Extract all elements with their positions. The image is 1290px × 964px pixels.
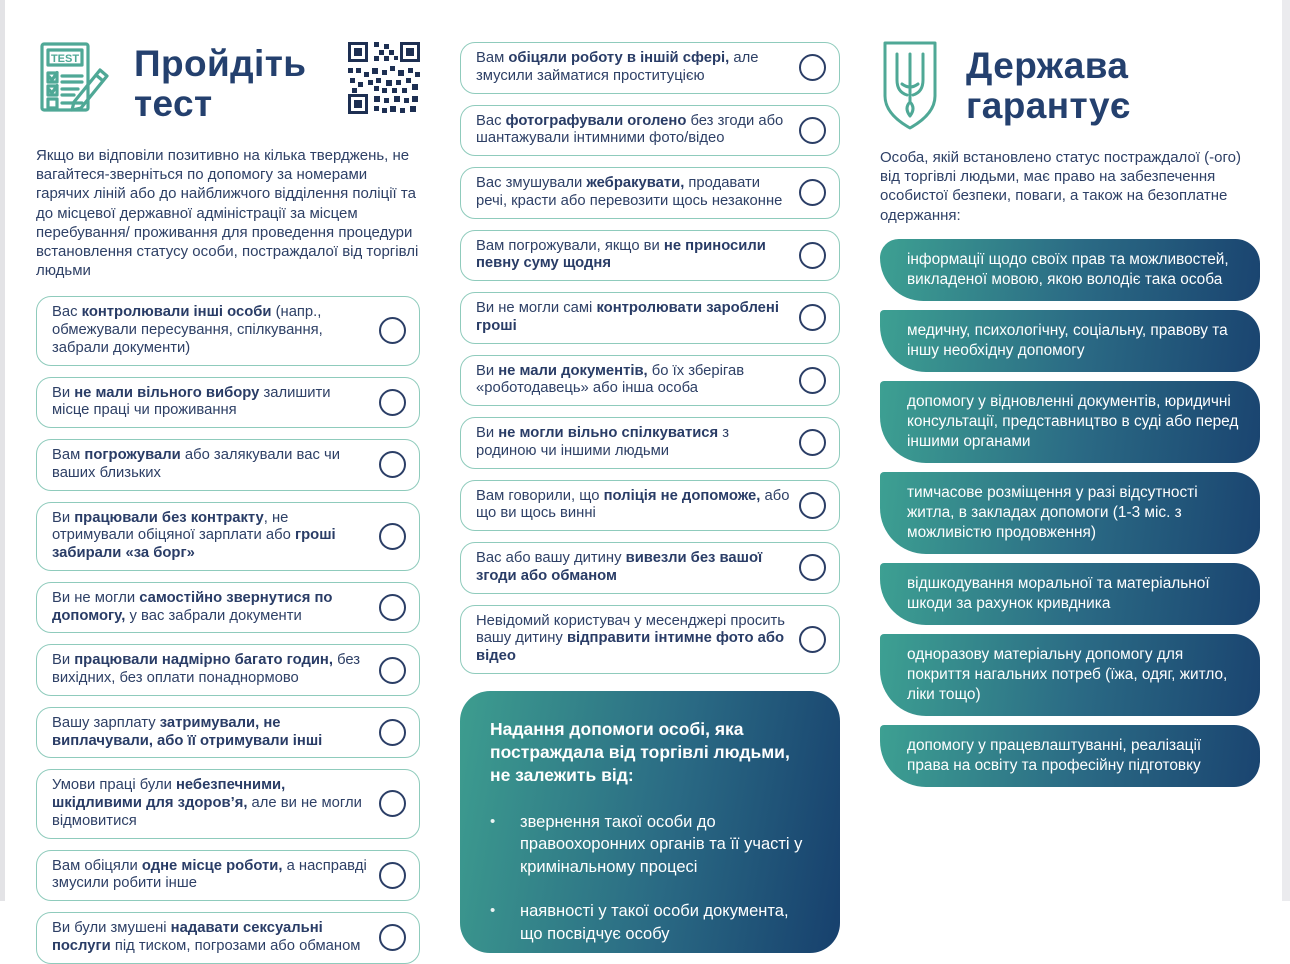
test-statement-row	[460, 542, 840, 594]
statement-text: Умови праці були небезпечними, шкідливими для здоров’я, але ви не могли відмовитися	[52, 777, 362, 829]
page-title-guarantees	[966, 46, 1131, 126]
test-statement-row	[460, 42, 840, 94]
test-checklist-right	[460, 42, 840, 674]
test-statement-row	[36, 439, 420, 491]
answer-checkbox[interactable]	[799, 367, 826, 394]
guarantees-intro: Особа, якій встановлено статус постраждалої (-ого) від торгівлі людьми, має право на забезпечення особистої безпеки, поваги, а також на безоплатне одержання:	[880, 149, 1241, 224]
answer-checkbox[interactable]	[379, 523, 406, 550]
test-statement-row	[460, 417, 840, 469]
title-line: Держава	[966, 45, 1129, 86]
test-statement-row	[460, 230, 840, 282]
tryzub-shield-icon	[880, 40, 940, 132]
guarantees-header	[880, 40, 1260, 132]
guarantee-item	[880, 472, 1260, 554]
test-icon-label: TEST	[50, 53, 80, 65]
statement-text: Вас або вашу дитину вивезли без вашої згоди або обманом	[476, 550, 763, 584]
test-statement-row	[460, 105, 840, 157]
test-statement-row	[36, 644, 420, 696]
test-statement-row	[36, 850, 420, 902]
guarantee-item	[880, 239, 1260, 301]
test-column	[36, 40, 420, 964]
bullet-text: • звернення такої особи до правоохоронних органів та її участі у кримінальному процесі	[520, 813, 803, 876]
guarantee-item	[880, 725, 1260, 787]
test-header	[36, 40, 420, 124]
statement-text: Вам обіцяли роботу в іншій сфері, але змусили займатися проституцією	[476, 50, 759, 84]
test-statement-row	[36, 912, 420, 964]
guarantee-text: одноразову матеріальну допомогу для покриття нагальних потреб (їжа, одяг, житло, ліки тощо)	[907, 645, 1228, 703]
title-line: тест	[134, 82, 213, 124]
title-line: гарантує	[966, 84, 1131, 126]
answer-checkbox[interactable]	[379, 657, 406, 684]
answer-checkbox[interactable]	[799, 242, 826, 269]
answer-checkbox[interactable]	[379, 451, 406, 478]
test-statement-row	[36, 296, 420, 365]
statement-text: Невідомий користувач у месенджері просить вашу дитину відправити інтимне фото або відео	[476, 612, 785, 664]
info-box-bullets	[490, 811, 810, 945]
answer-checkbox[interactable]	[379, 594, 406, 621]
statement-text: Ви працювали надмірно багато годин, без вихідних, без оплати понаднормово	[52, 652, 361, 687]
answer-checkbox[interactable]	[379, 924, 406, 951]
answer-checkbox[interactable]	[379, 790, 406, 817]
test-statement-row	[36, 707, 420, 759]
test-statement-row	[460, 292, 840, 344]
page-edge	[0, 0, 5, 901]
statement-text: Вашу зарплату затримували, не виплачували, або її отримували інші	[52, 714, 323, 749]
info-bullet	[490, 900, 810, 945]
test-clipboard-icon	[36, 40, 112, 124]
answer-checkbox[interactable]	[799, 492, 826, 519]
answer-checkbox[interactable]	[799, 179, 826, 206]
assistance-info-box	[460, 691, 840, 953]
test-statement-row	[460, 355, 840, 407]
answer-checkbox[interactable]	[379, 862, 406, 889]
statement-text: Ви не могли вільно спілкуватися з родиною чи іншими людьми	[476, 425, 730, 459]
test-intro: Якщо ви відповіли позитивно на кілька тверджень, не вагайтеся-зверніться по допомогу за номерами гарячих ліній або до найближчого відділення поліції та до місцевої державної адміністрації за місцем перебування/ проживання для проведення процедури встановлення статусу особи, постраждалої від торгівлі людьми	[36, 147, 419, 280]
statement-text: Вас змушували жебракувати, продавати речі, красти або перевозити щось незаконне	[476, 175, 783, 209]
statement-text: Ви були змушені надавати сексуальні послуги під тиском, погрозами або обманом	[52, 920, 361, 954]
statement-text: Вам погрожували або залякували вас чи ваших близьких	[52, 447, 340, 481]
page-title-test	[134, 44, 306, 124]
guarantee-text: допомогу у відновленні документів, юридичні консультації, представництво в суді або перед іншими органами	[907, 392, 1239, 450]
statement-text: Вас контролювали інші особи (напр., обмежували пересування, спілкування, забрали документи)	[52, 304, 323, 356]
scrollbar-track[interactable]	[1282, 0, 1290, 901]
guarantee-text: тимчасове розміщення у разі відсутності житла, в закладах допомоги (1-3 міс. з можливістю продовження)	[907, 483, 1198, 541]
info-bullet	[490, 811, 810, 878]
answer-checkbox[interactable]	[799, 429, 826, 456]
statement-text: Вам погрожували, якщо ви не приносили певну суму щодня	[476, 237, 766, 272]
test-statement-row	[460, 605, 840, 674]
guarantee-text: інформації щодо своїх прав та можливостей, викладеної мовою, якою володіє така особа	[907, 250, 1229, 288]
guarantee-item	[880, 634, 1260, 716]
guarantee-item	[880, 310, 1260, 372]
test-column-continued	[460, 40, 840, 964]
statement-text: Ви працювали без контракту, не отримували обіцяної зарплати або гроші забирали «за борг»	[52, 509, 336, 562]
guarantee-item	[880, 381, 1260, 463]
answer-checkbox[interactable]	[799, 626, 826, 653]
test-statement-row	[36, 769, 420, 838]
test-checklist-left	[36, 296, 420, 963]
bullet-text: • наявності у такої особи документа, що посвідчує особу	[520, 902, 789, 943]
guarantee-item	[880, 563, 1260, 625]
test-statement-row	[36, 502, 420, 571]
qr-code	[348, 42, 420, 114]
guarantee-text: медичну, психологічну, соціальну, правову та іншу необхідну допомогу	[907, 321, 1228, 359]
test-statement-row	[460, 480, 840, 532]
answer-checkbox[interactable]	[799, 304, 826, 331]
test-statement-row	[36, 377, 420, 429]
statement-text: Ви не мали вільного вибору залишити місце праці чи проживання	[52, 384, 331, 419]
guarantees-column	[880, 40, 1260, 964]
test-statement-row	[460, 167, 840, 219]
statement-text: Ви не мали документів, бо їх зберігав «роботодавець» або інша особа	[476, 362, 745, 397]
title-line: Пройдіть	[134, 43, 307, 84]
statement-text: Вас фотографували оголено без згоди або шантажували інтимними фото/відео	[476, 112, 784, 147]
guarantees-list	[880, 239, 1260, 787]
answer-checkbox[interactable]	[799, 117, 826, 144]
answer-checkbox[interactable]	[799, 554, 826, 581]
guarantee-text: допомогу у працевлаштуванні, реалізації права на освіту та професійну підготовку	[907, 736, 1202, 774]
answer-checkbox[interactable]	[379, 389, 406, 416]
statement-text: Вам говорили, що поліція не допоможе, або що ви щось винні	[476, 487, 790, 522]
statement-text: Ви не могли самі контролювати зароблені гроші	[476, 300, 779, 334]
answer-checkbox[interactable]	[379, 719, 406, 746]
test-statement-row	[36, 582, 420, 634]
statement-text: Вам обіцяли одне місце роботи, а насправді змусили робити інше	[52, 857, 367, 892]
info-box-heading: Надання допомоги особі, яка постраждала від торгівлі людьми, не залежить від:	[490, 718, 790, 785]
guarantee-text: відшкодування моральної та матеріальної шкоди за рахунок кривдника	[907, 574, 1210, 612]
answer-checkbox[interactable]	[799, 54, 826, 81]
answer-checkbox[interactable]	[379, 317, 406, 344]
statement-text: Ви не могли самостійно звернутися по допомогу, у вас забрали документи	[52, 589, 333, 624]
